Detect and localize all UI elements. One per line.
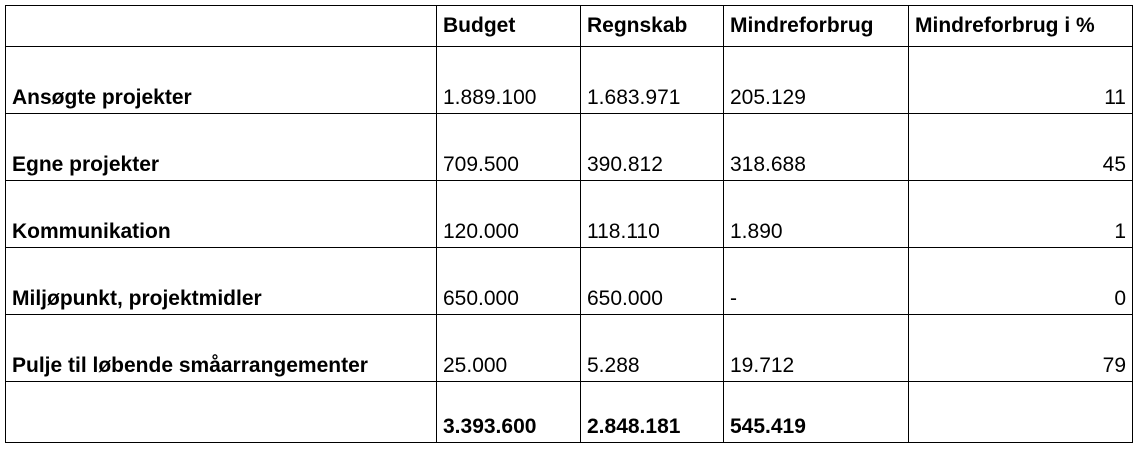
regnskab-cell: 650.000	[581, 248, 724, 315]
row-label: Kommunikation	[6, 181, 437, 248]
header-row	[6, 6, 1133, 47]
table-row	[6, 181, 1133, 248]
budget-table	[5, 5, 1133, 443]
regnskab-cell: 1.683.971	[581, 47, 724, 114]
total-pct-cell	[909, 382, 1133, 443]
budget-cell: 650.000	[437, 248, 581, 315]
totals-label	[6, 382, 437, 443]
total-mindreforbrug-cell: 545.419	[724, 382, 909, 443]
table-row	[6, 315, 1133, 382]
pct-cell: 0	[909, 248, 1133, 315]
regnskab-cell: 390.812	[581, 114, 724, 181]
row-label: Egne projekter	[6, 114, 437, 181]
row-label: Miljøpunkt, projektmidler	[6, 248, 437, 315]
total-regnskab-cell: 2.848.181	[581, 382, 724, 443]
pct-cell: 1	[909, 181, 1133, 248]
budget-cell: 709.500	[437, 114, 581, 181]
header-cell-budget: Budget	[437, 6, 581, 47]
table-row	[6, 248, 1133, 315]
mindreforbrug-cell: -	[724, 248, 909, 315]
header-cell-label	[6, 6, 437, 47]
mindreforbrug-cell: 205.129	[724, 47, 909, 114]
mindreforbrug-cell: 19.712	[724, 315, 909, 382]
regnskab-cell: 118.110	[581, 181, 724, 248]
budget-cell: 25.000	[437, 315, 581, 382]
budget-cell: 120.000	[437, 181, 581, 248]
budget-cell: 1.889.100	[437, 47, 581, 114]
header-cell-mindreforbrug: Mindreforbrug	[724, 6, 909, 47]
header-cell-mindreforbrug-pct: Mindreforbrug i %	[909, 6, 1133, 47]
table-row	[6, 114, 1133, 181]
pct-cell: 45	[909, 114, 1133, 181]
pct-cell: 79	[909, 315, 1133, 382]
header-cell-regnskab: Regnskab	[581, 6, 724, 47]
row-label: Pulje til løbende småarrangementer	[6, 315, 437, 382]
totals-row	[6, 382, 1133, 443]
table-row	[6, 47, 1133, 114]
mindreforbrug-cell: 1.890	[724, 181, 909, 248]
regnskab-cell: 5.288	[581, 315, 724, 382]
pct-cell: 11	[909, 47, 1133, 114]
row-label: Ansøgte projekter	[6, 47, 437, 114]
mindreforbrug-cell: 318.688	[724, 114, 909, 181]
total-budget-cell: 3.393.600	[437, 382, 581, 443]
